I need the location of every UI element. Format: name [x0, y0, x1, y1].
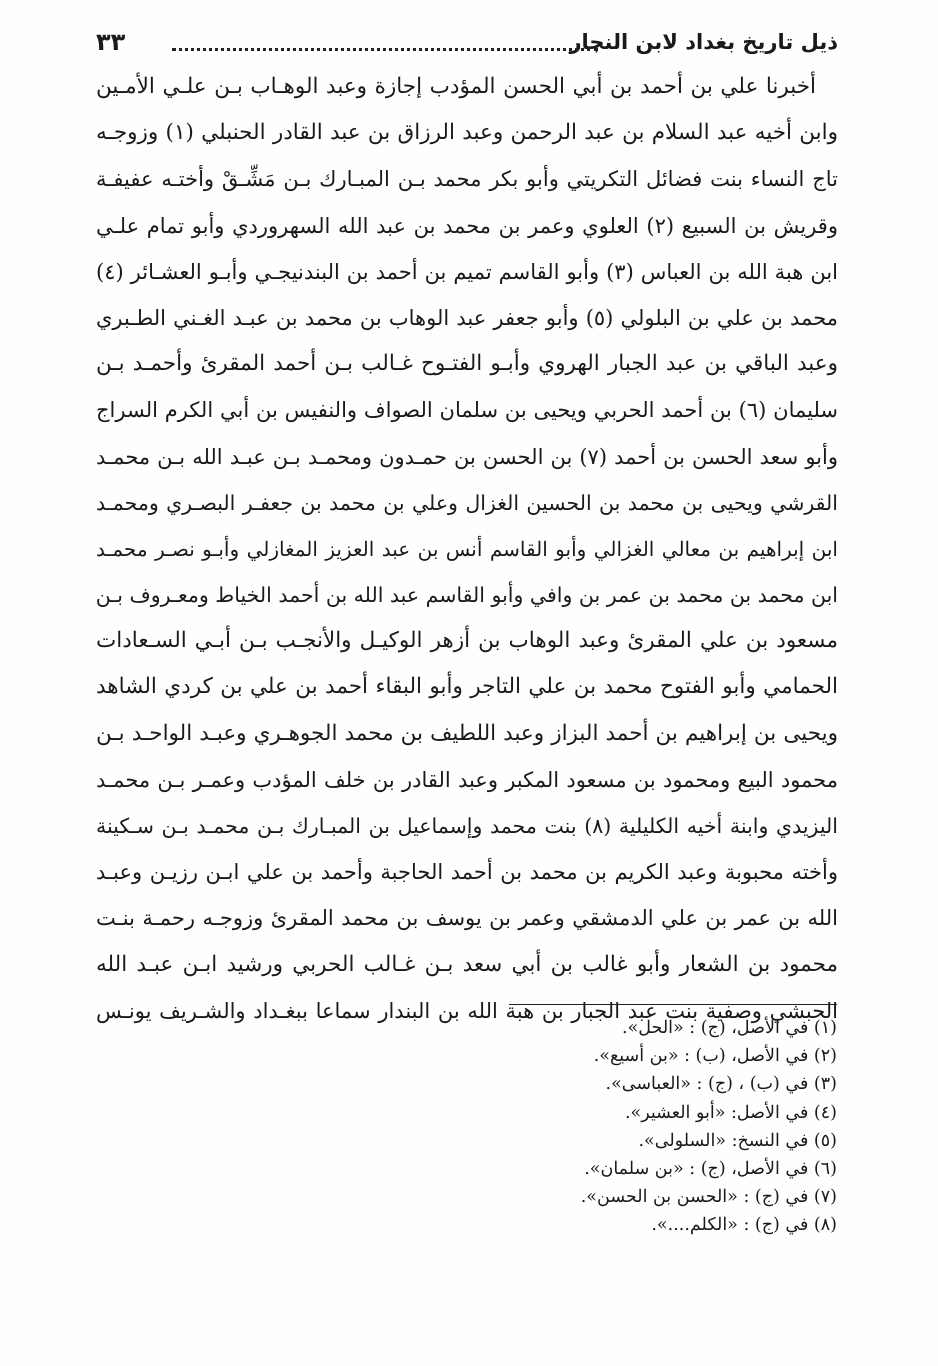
page-number: ٣٣ [96, 28, 126, 56]
text-line: أخبرنا علي بن أحمد بن أبي الحسن المؤدب إجازة وعبد الوهـاب بـن علـي الأمـين [96, 74, 816, 99]
text-line: مسعود بن علي المقرئ وعبد الوهاب بن أزهر الوكيـل والأنجـب بـن أبـي السـعادات [96, 628, 838, 654]
text-line: ابن إبراهيم بن معالي الغزالي وأبو القاسم أنس بن عبد العزيز المغازلي وأبـو نصـر محمـد [96, 536, 838, 561]
running-header [96, 28, 838, 64]
text-line: سليمان (٦) بن أحمد الحربي ويحيى بن سلمان الصواف والنفيس بن أبي الكرم السراج [96, 398, 838, 423]
running-title: ذيل تاريخ بغداد لابن النجار [569, 30, 838, 54]
footnote-divider [509, 1004, 837, 1005]
text-line: الحمامي وأبو الفتوح محمد بن علي التاجر وأبو البقاء أحمد بن علي بن كردي الشاهد [96, 674, 838, 700]
text-line: اليزيدي وابنة أخيه الكليلية (٨) بنت محمد وإسماعيل بن المبـارك بـن محمـد بـن سـكينة [96, 814, 838, 838]
main-text [96, 64, 838, 1034]
text-line: وعبد الباقي بن عبد الجبار الهروي وأبـو الفتـوح غـالب بـن أحمد المقرئ وأحمـد بـن [96, 351, 838, 377]
text-line: وأخته محبوبة وعبد الكريم بن محمد بن أحمد الحاجبة وأحمد بن علي ابـن رزيـن وعبـد [96, 860, 838, 885]
text-line: ابن هبة الله بن العباس (٣) وأبو القاسم تميم بن أحمد بن البندنيجـي وأبـو العشـائر (٤) [96, 259, 838, 284]
text-line: وأبو سعد الحسن بن أحمد (٧) بن الحسن بن حمـدون ومحمـد بـن عبـد الله بـن محمـد [96, 444, 838, 469]
footnote: (٨) في (ج) : «الكلم....». [651, 1215, 837, 1236]
text-line: محمد بن علي بن البلولي (٥) وأبو جعفر عبد الوهاب بن محمد بن عبـد الغـني الطـبري [96, 305, 838, 330]
dotted-leader [172, 48, 598, 51]
text-line: محمود البيع ومحمود بن مسعود المكبر وعبد القادر بن خلف المؤدب وعمـر بـن محمـد [96, 767, 838, 792]
footnote: (٤) في الأصل: «أبو العشير». [624, 1102, 837, 1123]
text-line: محمود بن الشعار وأبو غالب بن أبي سعد بـن غـالب الحربي ورشيد ابـن عبـد الله [96, 951, 838, 977]
text-line: وقريش بن السبيع (٢) العلوي وعمر بن محمد بن عبد الله السهروردي وأبو تمام علـي [96, 213, 838, 238]
footnote: (٦) في الأصل، (ج) : «بن سلمان». [584, 1158, 837, 1179]
footnotes [337, 1014, 837, 1240]
text-line: تاج النساء بنت فضائل التكريتي وأبو بكر محمد بـن المبـارك بـن مَشِّـقْ وأختـه عفيفـة [96, 167, 838, 192]
text-line: ابن محمد بن محمد بن عمر بن وافي وأبو القاسم عبد الله بن أحمد الخياط ومعـروف بـن [96, 583, 838, 608]
footnote: (٥) في النسخ: «السلولى». [638, 1130, 837, 1151]
text-line: القرشي ويحيى بن محمد بن الحسين الغزال وعلي بن محمد بن جعفـر البصـري ومحمـد [96, 490, 838, 515]
footnote: (٧) في (ج) : «الحسن بن الحسن». [580, 1187, 837, 1208]
text-line: الحبشي وصفية بنت عبد الجبار بن هبة الله بن البندار سماعا ببغـداد والشـريف يونـس [96, 998, 838, 1023]
text-line: ويحيى بن إبراهيم بن أحمد البزاز وعبد اللطيف بن محمد الجوهـري وعبـد الواحـد بـن [96, 720, 838, 746]
footnote: (١) في الأصل، (ج) : «الحل». [622, 1018, 837, 1038]
text-line: الله بن عمر بن علي الدمشقي وعمر بن يوسف بن محمد المقرئ وزوجـه رحمـة بنـت [96, 906, 838, 931]
footnote: (٣) في (ب) ، (ج) : «العباسى». [605, 1074, 837, 1095]
footnote: (٢) في الأصل، (ب) : «بن أسيع». [593, 1046, 837, 1067]
text-line: وابن أخيه عبد السلام بن عبد الرحمن وعبد الرزاق بن عبد القادر الحنبلي (١) وزوجـه [96, 120, 838, 146]
